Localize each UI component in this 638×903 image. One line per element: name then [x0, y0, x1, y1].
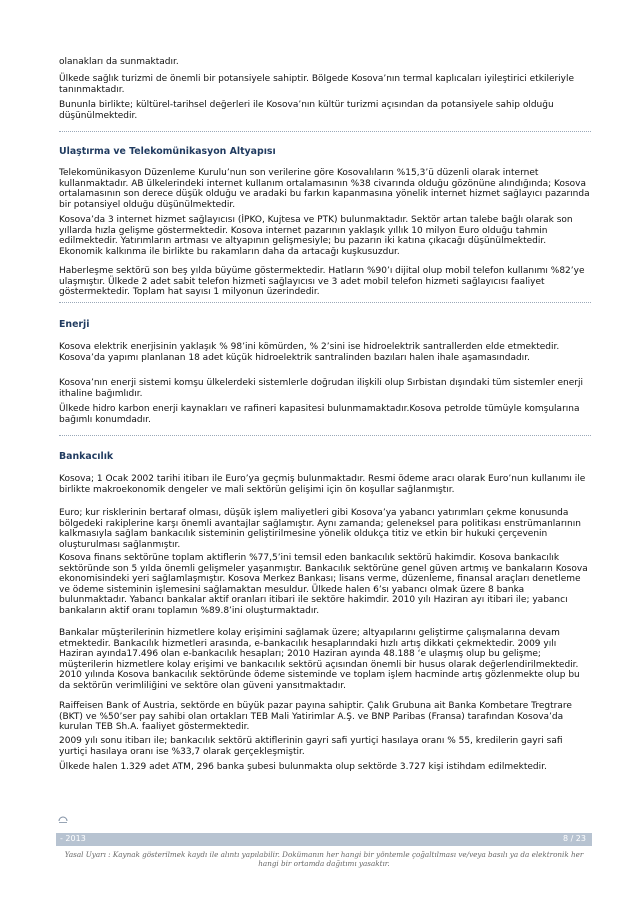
page-number: 8 / 23	[562, 834, 586, 843]
paragraph: Kosova elektrik enerjisinin yaklaşık % 98’ini kömürden, % 2’sini ise hidroelektrik santrallerden elde etmektedir. Kosova’da yapımı planlanan 18 adet küçük hidroelektrik santralinden bazıları halen ihale aşamasındadır.	[59, 342, 560, 363]
section-divider	[59, 302, 591, 303]
paragraph: Ülkede hidro karbon enerji kaynakları ve rafineri kapasitesi bulunmamaktadır.Kosova petrolde tümüyle komşularına bağımlı konumdadır.	[59, 404, 580, 425]
section-heading-energy: Enerji	[59, 319, 90, 330]
footer-date: - 2013	[60, 834, 86, 843]
legal-disclaimer: Yasal Uyarı : Kaynak gösterilmek kaydı ile alıntı yapılabilir. Dokümanın her hangi bir yöntemle çoğaltılması ve/veya basılı ya da elektronik her hangi bir ortamda dağıtımı yasaktır.	[64, 850, 584, 868]
section-divider	[59, 131, 591, 132]
paragraph: Bankalar müşterilerinin hizmetlere kolay erişimini sağlamak üzere; altyapılarını geliştirme çalışmalarına devam etmektedir. Bankacılık hizmetleri arasında, e-bankacılık hesaplarındaki hızlı artış dikkati çekmektedir. 2009 yılı Haziran ayında17.496 olan e-bankacılık hesapları; 2010 Haziran ayında 48.188 ‘e ulaşmış olup bu gelişme; müşterilerin hizmetlere kolay erişimi ve bankacılık sektörü açısından önemli bir husus olarak değerlendirilmektedir. 2010 yılında Kosova bankacılık sektöründe ödeme sisteminde ve toplam işlem hacminde artış gözlenmekte olup bu da sektörün verimliliğini ve sektöre olan güveni yansıtmaktadır.	[59, 628, 580, 691]
section-heading-banking: Bankacılık	[59, 451, 114, 462]
paragraph: Kosova; 1 Ocak 2002 tarihi itibarı ile Euro’ya geçmiş bulunmaktadır. Resmi ödeme aracı olarak Euro’nun kullanımı ile birlikte makroekonomik dengeler ve mali sektörün gelişimi için ön koşullar sağlanmıştır.	[59, 474, 586, 495]
paragraph: Telekomünikasyon Düzenleme Kurulu’nun son verilerine göre Kosovalıların %15,3’ü düzenli olarak internet kullanmaktadır. AB ülkelerindeki internet kullanım ortalamasının %38 civarında olduğu gözönüne alındığında; Kosova ortalamasının son derece düşük olduğu ve aradaki bu farkın kapanmasına yönelik internet hizmet sağlayıcı pazarında bir potansiyel olduğu düşünülmektedir.	[59, 168, 590, 210]
section-heading-telecom: Ulaştırma ve Telekomünikasyon Altyapısı	[59, 146, 276, 157]
paragraph: Bununla birlikte; kültürel-tarihsel değerleri ile Kosova’nın kültür turizmi açısından da potansiyele sahip olduğu düşünülmektedir.	[59, 100, 554, 121]
paragraph: Ülkede halen 1.329 adet ATM, 296 banka şubesi bulunmakta olup sektörde 3.727 kişi istihdam edilmektedir.	[59, 762, 547, 772]
paragraph: Raiffeisen Bank of Austria, sektörde en büyük pazar payına sahiptir. Çalık Grubuna ait Banka Kombetare Tregtrare (BKT) ve %50’ser pay sahibi olan ortakları TEB Mali Yatirimlar A.Ş. ve BNP Paribas (Fransa) tarafından Kosova’da kurulan TEB Sh.A. faaliyet göstermektedir.	[59, 701, 572, 733]
paragraph: Kosova’da 3 internet hizmet sağlayıcısı (İPKO, Kujtesa ve PTK) bulunmaktadır. Sektör artan talebe bağlı olarak son yıllarda hızla gelişme göstermektedir. Kosova internet pazarının yaklaşık yıllık 10 milyon Euro olduğu tahmin edilmektedir. Yatırımların artması ve altyapının gelişmesiyle; bu pazarın iki katına çıkacağı düşünülmektedir. Ekonomik kalkınma ile birlikte bu rakamların daha da artacağı kuşkusuzdur.	[59, 215, 573, 257]
paragraph: Euro; kur risklerinin bertaraf olması, düşük işlem maliyetleri gibi Kosova’ya yabancı yatırımları çekme konusunda bölgedeki rakiplerine karşı önemli avantajlar sağlamıştır. Aynı zamanda; geleneksel para politikası enstrümanlarının kalkmasıyla sağlam bankacılık sisteminin geliştirilmesine yönelik oldukça titiz ve etkin bir hukuki çerçevenin oluşturulması sağlanmıştır.	[59, 508, 581, 550]
paragraph: Kosova’nın enerji sistemi komşu ülkelerdeki sistemlerle doğrudan ilişkili olup Sırbistan dışındaki tüm sistemler enerji ithaline bağımlıdır.	[59, 378, 584, 399]
paragraph: Ülkede sağlık turizmi de önemli bir potansiyele sahiptir. Bölgede Kosova’nın termal kaplıcaları iyileştirici etkileriyle tanınmaktadır.	[59, 74, 575, 95]
footer-bar	[56, 833, 592, 846]
logo-icon	[58, 816, 68, 826]
paragraph: olanakları da sunmaktadır.	[59, 57, 179, 67]
paragraph: Kosova finans sektörüne toplam aktiflerin %77,5’ini temsil eden bankacılık sektörü hakimdir. Kosova bankacılık sektöründe son 5 yılda önemli gelişmeler yaşanmıştır. Bankacılık sektörüne genel güven artmış ve bankaların Kosova ekonomisindeki yeri sağlamlaşmıştır. Kosova Merkez Bankası; lisans verme, düzenleme, finansal araçları denetleme ve ödeme sisteminin işlemesini sağlamaktan mesuldur. Ülkede halen 6’sı yabancı olmak üzere 8 banka bulunmaktadır. Yabancı bankalar aktif oranları itibari ile sektöre hakimdir. 2010 yılı Haziran ayı itibari ile; yabancı bankaların aktif oranı toplamın %89.8’ini oluşturmaktadır.	[59, 553, 588, 616]
paragraph: Haberleşme sektörü son beş yılda büyüme göstermektedir. Hatların %90’ı dijital olup mobil telefon kullanımı %82’ye ulaşmıştır. Ülkede 2 adet sabit telefon hizmeti sağlayıcısı ve 3 adet mobil telefon hizmeti sağlayıcısı faaliyet göstermektedir. Toplam hat sayısı 1 milyonun üzerindedir.	[59, 266, 585, 298]
paragraph: 2009 yılı sonu itibarı ile; bankacılık sektörü aktiflerinin gayri safi yurtiçi hasılaya oranı % 55, kredilerin gayri safi yurtiçi hasılaya oranı ise %33,7 olarak gerçekleşmiştir.	[59, 736, 563, 757]
section-divider	[59, 435, 591, 436]
